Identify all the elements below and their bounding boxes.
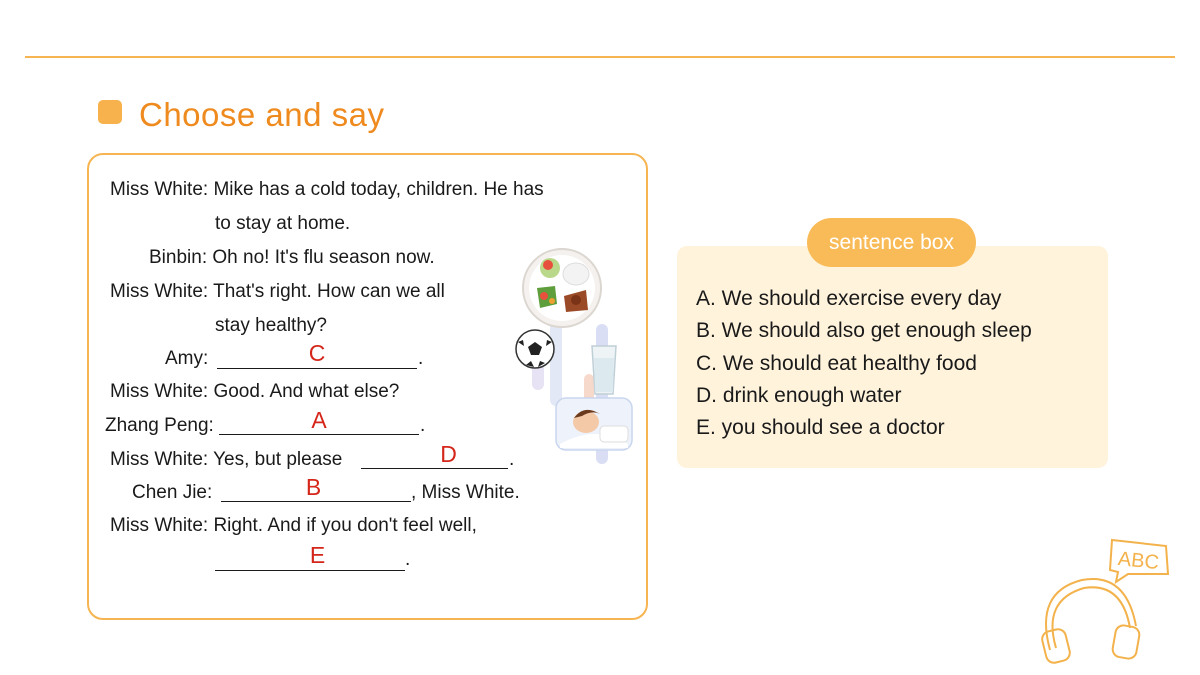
sentence-option-e: E. you should see a doctor <box>696 416 945 439</box>
answer-letter: A <box>311 407 327 433</box>
dialog-line: Binbin: Oh no! It's flu season now. <box>149 247 435 268</box>
food-plate-icon <box>523 249 601 327</box>
soccer-ball-icon <box>516 330 554 368</box>
dialog-punct: , Miss White. <box>411 482 520 503</box>
dialog-line: Miss White: That's right. How can we all <box>110 281 445 302</box>
title-bullet-icon <box>98 100 122 124</box>
dialog-speaker: Zhang Peng: <box>105 415 214 436</box>
sentence-option-b: B. We should also get enough sleep <box>696 319 1032 342</box>
dialog-line: to stay at home. <box>215 213 351 234</box>
dialog-speaker: Amy: <box>165 348 209 369</box>
abc-text: ABC <box>1116 547 1161 575</box>
answer-blank <box>215 570 405 571</box>
top-divider <box>25 56 1175 58</box>
dialog-punct: . <box>509 449 515 470</box>
sentence-option-a: A. We should exercise every day <box>696 287 1002 310</box>
sleeping-child-icon <box>556 398 632 450</box>
dialog-line: Miss White: Good. And what else? <box>110 381 400 402</box>
answer-letter: B <box>305 474 322 500</box>
page-title: Choose and say <box>139 96 385 133</box>
dialog-punct: . <box>420 415 426 436</box>
dialog-line: Miss White: Mike has a cold today, children. He has <box>110 179 544 200</box>
sentence-option-c: C. We should eat healthy food <box>696 352 977 375</box>
dialog-speaker: Miss White: Yes, but please <box>110 449 343 470</box>
answer-letter: E <box>309 542 326 568</box>
dialog-line: stay healthy? <box>215 315 327 336</box>
answer-blank <box>221 501 411 502</box>
sentence-box-label: sentence box <box>807 218 976 267</box>
answer-blank <box>219 434 419 435</box>
headphones-abc-icon <box>1030 530 1180 670</box>
answer-blank <box>217 368 417 369</box>
healthy-habits-illustration <box>512 246 636 466</box>
answer-letter: D <box>440 441 457 467</box>
dialog-speaker: Chen Jie: <box>132 482 213 503</box>
dialog-line: Miss White: Right. And if you don't feel well, <box>110 515 477 536</box>
sentence-option-d: D. drink enough water <box>696 384 902 407</box>
dialog-punct: . <box>405 549 411 570</box>
answer-blank <box>361 468 508 469</box>
answer-letter: C <box>308 340 326 366</box>
water-glass-icon <box>592 346 616 394</box>
dialog-punct: . <box>418 348 424 369</box>
